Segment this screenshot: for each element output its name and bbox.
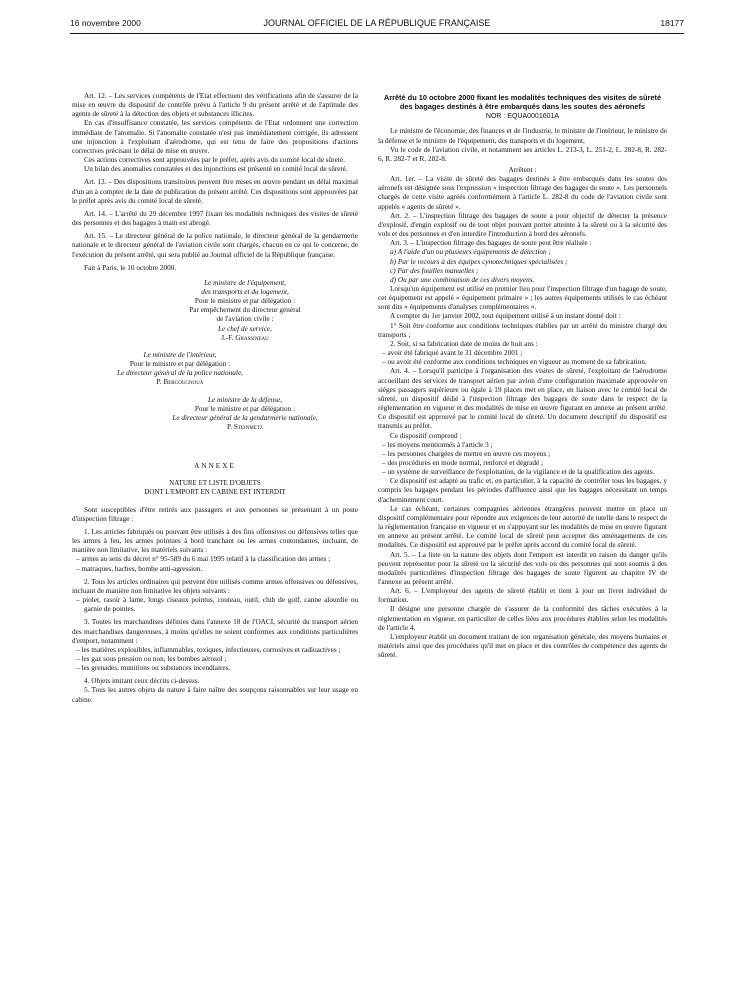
article-4-dash-a: – les moyens mentionnés à l'article 3 ; [382,440,493,449]
signature-equipement [132,279,358,343]
article-3-para-primary: Lorsqu'un équipement est utilisé en premier lieu pour l'inspection filtrage d'un bagage de soute, cet équipement est appelé « équipement primaire » ; les autres équipements utilisés le cas échéant sont dits « équipements d'analyses complémentaires ». [378,285,667,312]
page-header [70,18,684,32]
article-3-cond-2-dash-b: – ou avoir été conforme aux conditions techniques en vigueur au moment de sa fabrication. [382,358,647,367]
annex-item-1-dash-a: – armes au sens du décret n° 95-589 du 6 mai 1995 relatif à la classification des armes ; [76,555,331,564]
left-column [72,92,358,705]
article-3-cond-2-dash-a: – avoir été fabriqué avant le 31 décembre 2001 ; [382,349,523,358]
signatory-title: Le ministre de l'équipement, [204,278,286,287]
annex-item-3-dash-b: – les gaz sous pression ou non, les bombes aérosol ; [76,654,227,663]
signatory-role: Le directeur général de la police nationale, [117,369,243,378]
annex-item-4: 4. Objets imitant ceux décrits ci-dessus. [84,677,200,686]
article-3-cond-1: 1° Soit être conforme aux conditions techniques établies par un arrêté du ministre chargé des transports ; [378,321,667,339]
article-4-list-intro: Ce dispositif comprend : [390,431,462,440]
article-4-para-foreign: Le cas échéant, certaines compagnies aériennes étrangères peuvent mettre en place un dispositif complémentaire pour répondre aux exigences de leur autorité de tutelle dans le respect de la réglementation française en vigueur et en s'appuyant sur les modalités de mise en œuvre figurant en annexe au présent arrêté. Le comité local de sûreté peut accepter des aménagements de ces modalités. Ce dispositif est approuvé par le préfet après accord du comité local de sûreté. [378,504,667,550]
signatory-role: Le chef de service, [218,324,272,333]
signature-interieur [72,351,288,388]
article-3: Art. 3. – L'inspection filtrage des bagages de soute peut être réalisée : [390,239,592,248]
signatory-delegation: de l'aviation civile : [216,315,274,324]
header-journal-title: JOURNAL OFFICIEL DE LA RÉPUBLIQUE FRANÇAISE [263,18,491,28]
signatory-title: Le ministre de l'intérieur, [143,350,217,359]
article-6-para-3: L'employeur établit un document traitant de son organisation générale, des moyens humains et matériels ainsi que des procédures qu'il met en place et des contrôles de compétence des agents de sûreté. [378,632,667,660]
article-3-para-2002: A compter du 1er janvier 2002, tout équipement utilisé à un instant donné doit : [390,312,621,321]
article-12: Art. 12. – Les services compétents de l'Etat effectuent des vérifications afin de s'assurer de la mise en œuvre du dispositif de contrôle prévu à l'article 9 du présent arrêté et de l'aptitude des agents de sûreté à la détection des objets et substances illicites. [72,92,358,119]
article-12-para-4: Un bilan des anomalies constatées et des injonctions est présenté en comité local de sûreté. [84,165,348,174]
article-4-dash-d: – un système de surveillance de l'exploitation, de la vigilance et de la qualification des agents. [382,468,655,477]
article-4-dash-c: – des procédures en mode normal, renforcé et dégradé ; [382,458,544,467]
signatory-name: J.-F. Grassineau [221,333,269,342]
signatory-delegation: Pour le ministre et par délégation : [129,360,231,369]
annex-item-5: 5. Tous les autres objets de nature à faire naître des soupçons raisonnables sur leur usage en cabine. [72,686,358,704]
article-3-a: a) A l'aide d'un ou plusieurs équipements de détection ; [390,248,551,257]
signatory-title: des transports et du logement, [201,287,289,296]
annex-title-line-1: NATURE ET LISTE D'OBJETS [169,479,261,488]
nor-reference: NOR : EQUA0001601A [485,113,560,121]
article-4-dash-b: – les personnes chargées de mettre en œuvre ces moyens ; [382,449,551,458]
signature-defense [132,396,358,433]
article-3-d: d) Ou par une combinaison de ces divers moyens. [390,275,535,284]
annex-item-1: 1. Les articles fabriqués ou pouvant être utilisés à des fins offensives ou défensives telles que les armes à feu, les armes pointues à bord tranchant ou les armes contondantes, incluant, de manière non limitative, les matériels suivants : [72,527,358,555]
arretent: Arrêtent : [508,165,537,174]
header-page-number: 18177 [660,18,684,28]
article-6: Art. 6. – L'employeur des agents de sûreté établit et tient à jour un livret individuel de formation. [378,587,667,605]
article-3-b: b) Par le recours à des équipes cynotechniques spécialisées ; [390,257,568,266]
article-5: Art. 5. – La liste ou la nature des objets dont l'emport est interdit en raison du danger qu'ils peuvent représenter pour la sûreté ou la sécurité des vols ou des personnes qui sont soumis à des modalités particulières d'inspection filtrage des bagages de soute figurent au chapitre IV de l'annexe au présent arrêté. [378,550,667,586]
signatory-delegation: Pour le ministre et par délégation : [194,297,296,306]
article-13: Art. 13. – Des dispositions transitoires peuvent être mises en œuvre pendant un délai maximal d'un an à compter de la date de publication du présent arrêté. Ces dispositions sont approuvées par le préfet après avis du comité local de sûreté. [72,178,358,205]
signatory-name: P. Steinmetz [227,423,263,431]
signatory-role: Le directeur général de la gendarmerie nationale, [172,413,318,422]
annex-heading: ANNEXE [194,462,236,471]
article-12-para-3: Ces actions correctives sont approuvées par le préfet, après avis du comité local de sûreté. [84,156,345,165]
article-14: Art. 14. – L'arrêté du 29 décembre 1997 fixant les modalités techniques des visites de sûreté des personnes et des bagages à main est abrogé. [72,209,358,228]
annex-item-3: 3. Toutes les marchandises définies dans l'annexe 18 de l'OACI, sécurité du transport aérien des marchandises dangereuses, à moins qu'elles ne soient conformes aux conditions particulières d'emport, notamment : [72,618,358,645]
header-date: 16 novembre 2000 [70,18,141,28]
annex-title-line-2: DONT L'EMPORT EN CABINE EST INTERDIT [144,488,286,497]
article-6-para-2: Il désigne une personne chargée de s'assurer de la conformité des tâches exécutées à la réglementation en vigueur, en particulier de celles liées aux procédures établies selon les modalités de l'article 4. [378,605,667,632]
article-3-c: c) Par des fouilles manuelles ; [390,266,479,275]
annex-intro: Sont susceptibles d'être retirés aux passagers et aux personnes se présentant à un poste d'inspection filtrage : [72,505,358,523]
signatory-delegation: Par empêchement du directeur général [189,306,301,315]
annex-item-2: 2. Tous les articles ordinaires qui peuvent être utilisés comme armes offensives ou défensives, incluant de manière non limitative les objets suivants : [72,577,358,595]
article-4: Art. 4. – Lorsqu'il participe à l'organisation des visites de sûreté, l'exploitant de l'aérodrome accueillant des services de transport aérien par avion d'une configuration maximale approuvée en sièges passagers supérieure ou égale à 19 places met en place, en liaison avec le comité local de sûreté, un dispositif dédié à l'inspection filtrage des bagages de soute dans le respect de la réglementation en vigueur et des modalités de mise en œuvre figurant en annexe au présent arrêté. Ce dispositif est approuvé par le comité local de sûreté. Un document descriptif du dispositif est transmis au préfet. [378,367,667,431]
signatory-delegation: Pour le ministre et par délégation : [194,404,296,413]
annex-item-3-dash-a: – les matières explosibles, inflammables, toxiques, infectieuses, corrosives et radioactives ; [76,645,341,654]
article-2: Art. 2. – L'inspection filtrage des bagages de soute a pour objectif de détecter la présence d'explosif, d'engin explosif ou de tout objet pouvant porter atteinte à la sûreté ou à la sécurité des vols et des personnes et d'en interdire l'introduction à bord des aéronefs. [378,211,667,239]
annex-item-2-dash-a: – piolet, rasoir à lame, longs ciseaux pointus, couteau, outil, club de golf, canne alourdie ou garnie de pointes. [76,596,358,614]
decree-title: Arrêté du 10 octobre 2000 fixant les modalités techniques des visites de sûreté des bagages destinés à être embarqués dans les soutes des aéronefs [383,93,662,111]
article-12-para-2: En cas d'insuffisance constatée, les services compétents de l'Etat ordonnent une correction immédiate de l'anomalie. Si l'anomalie constatée n'est pas immédiatement corrigée, ils adressent une injonction à l'exploitant d'aérodrome, qui est tenu de faire des propositions d'actions correctives précisant le délai de mise en œuvre. [72,119,358,155]
article-1: Art. 1er. – La visite de sûreté des bagages destinés à être embarqués dans les soutes des aéronefs est désignée sous l'expression « inspection filtrage des bagages de soute ». Les personnels chargés de cette visite agréés conformément à l'article L. 282-8 du code de l'aviation civile sont appelés « agents de sûreté ». [378,175,667,211]
preamble-ministers: Le ministre de l'économie, des finances et de l'industrie, le ministre de l'intérieur, le ministre de la défense et le ministre de l'équipement, des transports et du logement, [378,127,667,145]
article-3-cond-2: 2. Soit, si sa fabrication date de moins de huit ans : [390,339,538,348]
article-4-para-traffic: Ce dispositif est adapté au trafic et, en particulier, à la capacité de contrôler tous les bagages, y compris les bagages pendant les périodes d'affluence ainsi que les bagages nécessitant un temps d'acheminement court. [378,477,667,504]
signatory-title: Le ministre de la défense, [207,395,283,404]
annex-item-1-dash-b: – matraques, haches, bombe anti-agression. [76,564,203,573]
signatory-name: P. Bergougnoux [156,378,204,387]
annex-item-3-dash-c: – les grenades, munitions ou substances incendiaires. [76,664,231,673]
header-rule [70,33,684,34]
signature-date: Fait à Paris, le 10 octobre 2000. [84,263,177,272]
article-15: Art. 15. – Le directeur général de la police nationale, le directeur général de la gendarmerie nationale et le directeur général de l'aviation civile sont chargés, chacun en ce qui le concerne, de l'exécution du présent arrêté, qui sera publié au Journal officiel de la République française. [72,232,358,259]
right-column [378,94,667,660]
preamble-vu: Vu le code de l'aviation civile, et notamment ses articles L. 213-3, L. 251-2, L. 282-8, R. 282-6, R. 282-7 et R. 282-8. [378,145,667,163]
